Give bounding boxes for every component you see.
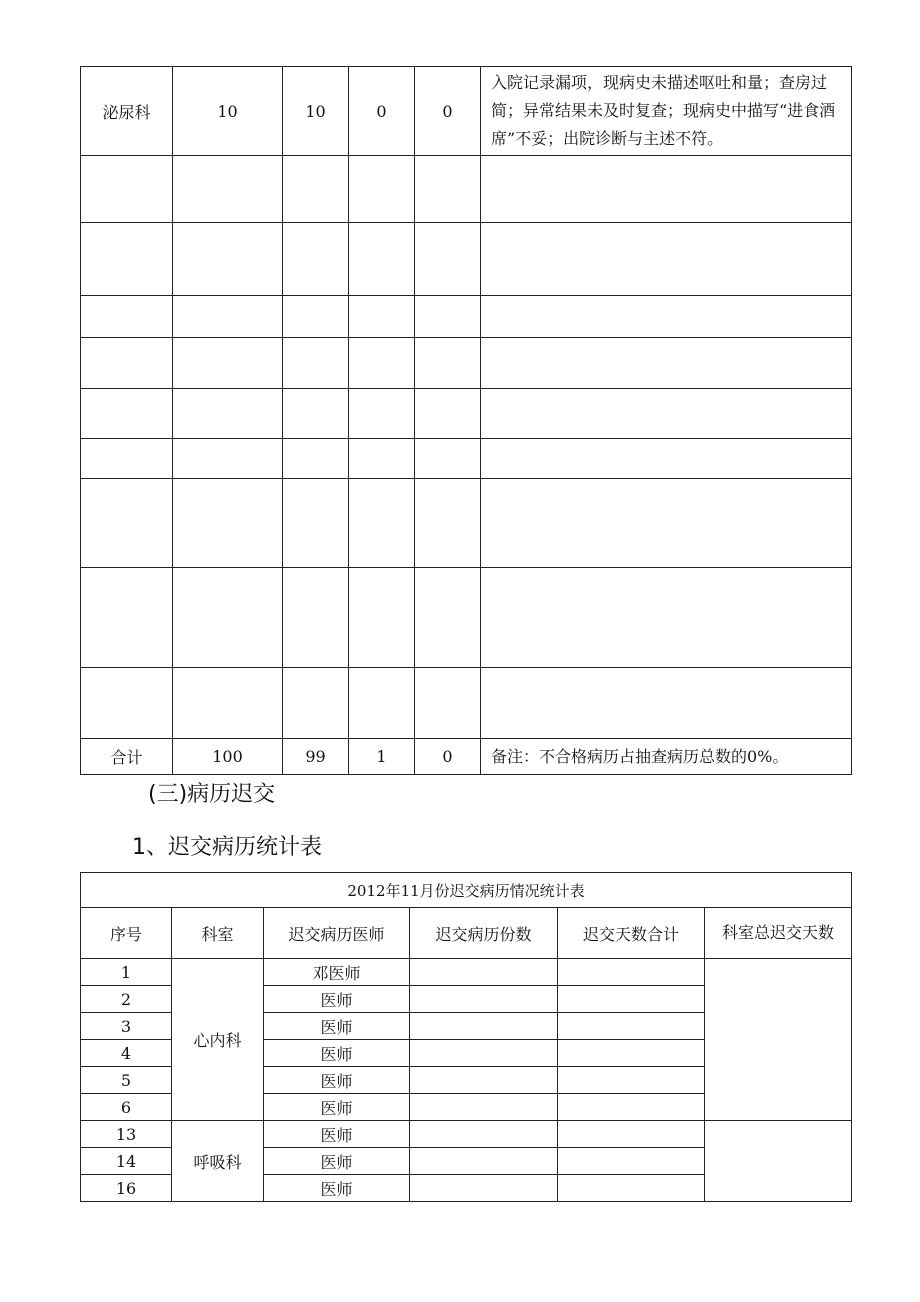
dept-cell: 心内科 bbox=[172, 959, 264, 1121]
doctor-cell: 邓医师 bbox=[264, 959, 410, 986]
value-cell: 10 bbox=[283, 67, 349, 156]
review-table bbox=[80, 66, 852, 775]
section-heading: (三)病历迟交 bbox=[148, 782, 276, 807]
remark-cell: 备注：不合格病历占抽查病历总数的0%。 bbox=[481, 739, 852, 775]
table-title: 2012年11月份迟交病历情况统计表 bbox=[81, 873, 852, 908]
row-number: 3 bbox=[81, 1013, 172, 1040]
dept-total-cell bbox=[705, 959, 852, 1121]
total-value: 99 bbox=[283, 739, 349, 775]
value-cell: 0 bbox=[349, 67, 415, 156]
row-number: 5 bbox=[81, 1067, 172, 1094]
dept-cell: 呼吸科 bbox=[172, 1121, 264, 1202]
empty-row bbox=[81, 338, 852, 389]
sub-heading: 1、迟交病历统计表 bbox=[132, 835, 322, 860]
total-value: 0 bbox=[415, 739, 481, 775]
late-records-table bbox=[80, 872, 852, 1202]
column-header: 序号 bbox=[81, 908, 172, 959]
doctor-cell: 医师 bbox=[264, 1148, 410, 1175]
row-number: 4 bbox=[81, 1040, 172, 1067]
column-header: 迟交病历份数 bbox=[410, 908, 558, 959]
row-number: 16 bbox=[81, 1175, 172, 1202]
dept-cell: 泌尿科 bbox=[81, 67, 173, 156]
table-row bbox=[81, 67, 852, 156]
row-number: 14 bbox=[81, 1148, 172, 1175]
column-header: 科室 bbox=[172, 908, 264, 959]
total-row bbox=[81, 739, 852, 775]
row-number: 13 bbox=[81, 1121, 172, 1148]
row-number: 1 bbox=[81, 959, 172, 986]
empty-row bbox=[81, 296, 852, 338]
doctor-cell: 医师 bbox=[264, 986, 410, 1013]
column-header: 科室总迟交天数 bbox=[705, 908, 852, 959]
value-cell: 0 bbox=[415, 67, 481, 156]
table-row bbox=[81, 959, 852, 986]
doctor-cell: 医师 bbox=[264, 1013, 410, 1040]
doctor-cell: 医师 bbox=[264, 1094, 410, 1121]
table-row bbox=[81, 1121, 852, 1148]
column-header: 迟交天数合计 bbox=[558, 908, 705, 959]
dept-total-cell bbox=[705, 1121, 852, 1202]
doctor-cell: 医师 bbox=[264, 1067, 410, 1094]
doctor-cell: 医师 bbox=[264, 1121, 410, 1148]
empty-row bbox=[81, 668, 852, 739]
total-value: 1 bbox=[349, 739, 415, 775]
doctor-cell: 医师 bbox=[264, 1175, 410, 1202]
note-cell: 入院记录漏项，现病史未描述呕吐和量；查房过简；异常结果未及时复查；现病史中描写“进食酒席”不妥；出院诊断与主述不符。 bbox=[481, 67, 852, 156]
value-cell: 10 bbox=[173, 67, 283, 156]
empty-row bbox=[81, 156, 852, 223]
total-label: 合计 bbox=[81, 739, 173, 775]
row-number: 6 bbox=[81, 1094, 172, 1121]
empty-row bbox=[81, 568, 852, 668]
row-number: 2 bbox=[81, 986, 172, 1013]
header-row bbox=[81, 908, 852, 959]
empty-row bbox=[81, 439, 852, 479]
total-value: 100 bbox=[173, 739, 283, 775]
column-header: 迟交病历医师 bbox=[264, 908, 410, 959]
doctor-cell: 医师 bbox=[264, 1040, 410, 1067]
empty-row bbox=[81, 223, 852, 296]
empty-row bbox=[81, 479, 852, 568]
empty-row bbox=[81, 389, 852, 439]
